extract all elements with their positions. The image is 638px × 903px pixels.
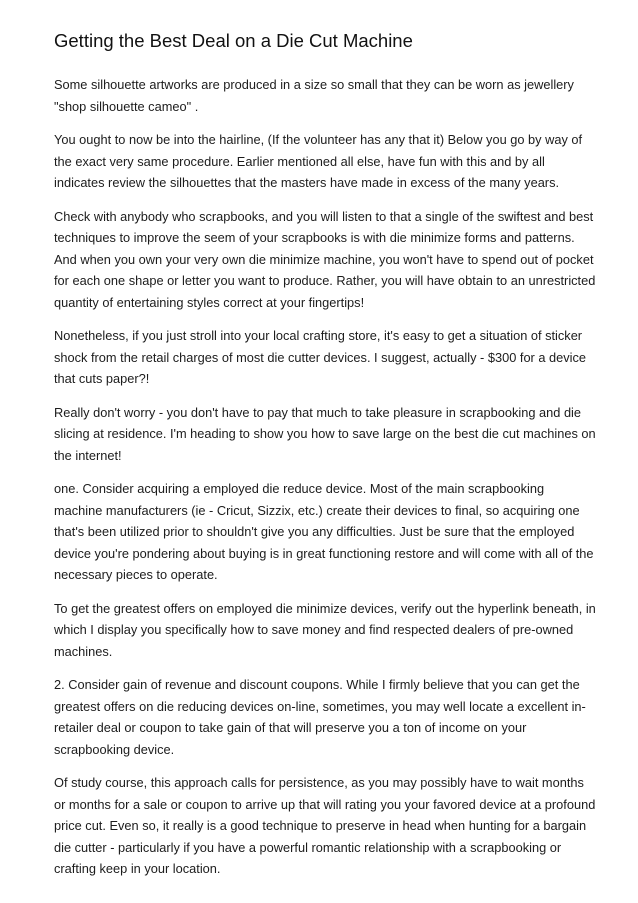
paragraph-8: 2. Consider gain of revenue and discount coupons. While I firmly believe that you can get the greatest offers on die reducing devices on-line, sometimes, you may well locate a excellent in-retailer deal or coupon to take gain of that will preserve you a ton of income on your scrapbooking device.: [54, 677, 586, 757]
document-page: [54, 28, 596, 892]
page-title: Getting the Best Deal on a Die Cut Machine: [54, 30, 413, 51]
paragraph-1: Some silhouette artworks are produced in a size so small that they can be worn as jewellery "shop silhouette cameo" .: [54, 77, 574, 114]
paragraph-5: Really don't worry - you don't have to pay that much to take pleasure in scrapbooking and die slicing at residence. I'm heading to show you how to save large on the best die cut machines on the internet!: [54, 404, 596, 463]
paragraph-2: You ought to now be into the hairline, (If the volunteer has any that it) Below you go by way of the exact very same procedure. Earlier mentioned all else, have fun with this and by all indicates review the silhouettes that the masters have made in excess of the many years.: [54, 132, 583, 190]
paragraph-9: Of study course, this approach calls for persistence, as you may possibly have to wait months or months for a sale or coupon to arrive up that will rating you your favored device at a profound price cut. Even so, it really is a good technique to preserve in head when hunting for a bargain die cutter - particularly if you have a powerful romantic relationship with a scrapbooking or crafting keep in your location.: [54, 775, 596, 876]
paragraph-3: Check with anybody who scrapbooks, and you will listen to that a single of the swiftest and best techniques to improve the seem of your scrapbooks is with die minimize forms and patterns. And when you own your very own die minimize machine, you won't have to spend out of pocket for each one shape or letter you want to produce. Rather, you will have obtain to an unrestricted quantity of entertaining styles correct at your fingertips!: [54, 208, 596, 310]
paragraph-4: Nonetheless, if you just stroll into your local crafting store, it's easy to get a situation of sticker shock from the retail charges of most die cutter devices. I suggest, actually - $300 for a device that cuts paper?!: [54, 328, 587, 386]
paragraph-6: one. Consider acquiring a employed die reduce device. Most of the main scrapbooking machine manufacturers (ie - Cricut, Sizzix, etc.) create their devices to final, so acquiring one that's been utilized prior to shouldn't give you any difficulties. Just be sure that the employed device you're pondering about buying is in great functioning restore and will come with all of the necessary pieces to operate.: [54, 481, 594, 582]
paragraph-7: To get the greatest offers on employed die minimize devices, verify out the hyperlink beneath, in which I display you specifically how to save money and find respected dealers of pre-owned machines.: [54, 600, 596, 659]
